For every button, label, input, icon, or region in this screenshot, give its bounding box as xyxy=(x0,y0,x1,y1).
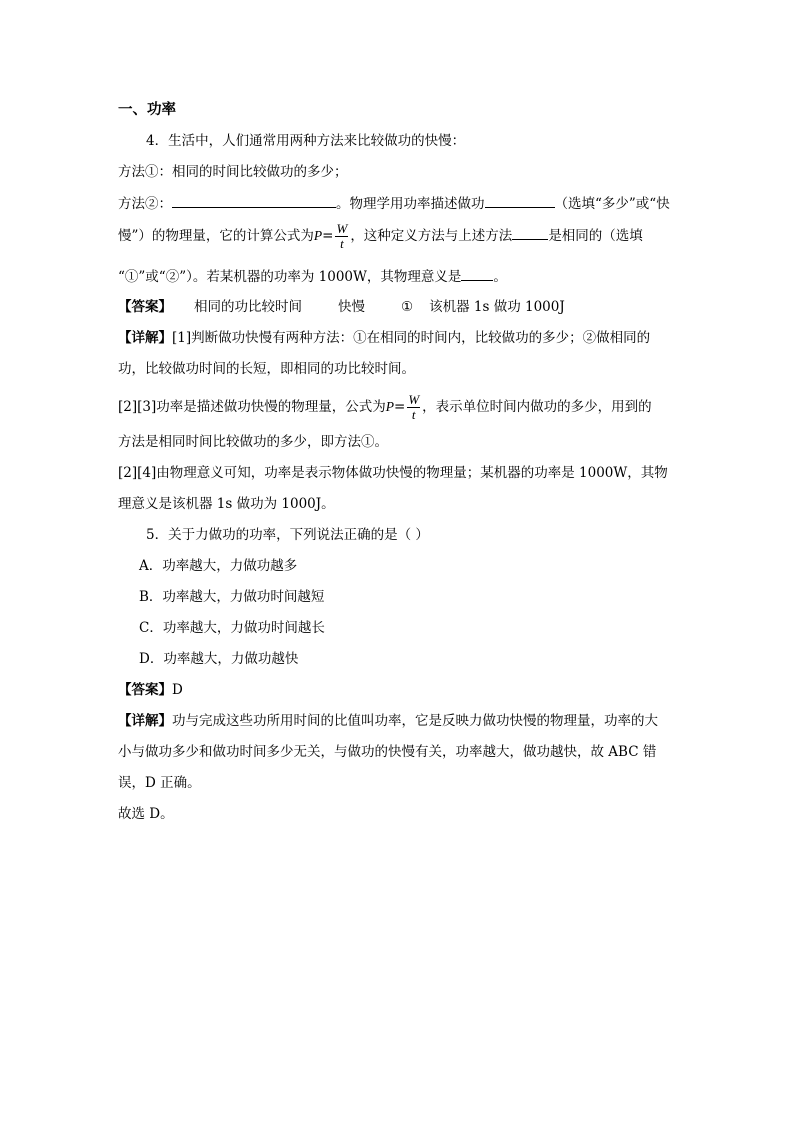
q5-detail-text: 功与完成这些功所用时间的比值叫功率，它是反映力做功快慢的物理量，功率的大 xyxy=(172,713,658,729)
formula-p-2: P xyxy=(385,399,394,414)
q4-detail-1a xyxy=(118,328,676,348)
blank-2 xyxy=(485,193,555,208)
section-title: 一、功率 xyxy=(118,101,176,118)
line4-post: 。 xyxy=(493,269,507,285)
q5-answer-label: 【答案】 xyxy=(118,682,172,698)
q5-conclusion: 故选 D。 xyxy=(118,806,174,822)
q4-line4 xyxy=(118,266,676,287)
answer-3: ① xyxy=(401,299,414,315)
q4-method2-line xyxy=(118,193,676,214)
q4-detail-2b: 方法是相同时间比较做功的多少，即方法①。 xyxy=(118,434,388,450)
formula-eq: = xyxy=(322,228,334,244)
line4-pre: “①”或“②”）。若某机器的功率为 1000W，其物理意义是 xyxy=(118,269,462,285)
method2-post: （选填“多少”或“快 xyxy=(554,196,670,212)
q5-detail-1 xyxy=(118,711,676,731)
method2-pre: 方法②： xyxy=(118,196,172,212)
q4-detail-3a: [2][4]由物理意义可知，功率是表示物体做功快慢的物理量；某机器的功率是 1000W，其物 xyxy=(118,465,668,481)
answer-label: 【答案】 xyxy=(118,299,172,315)
line3-post: 是相同的（选填 xyxy=(548,228,643,244)
q4-answer xyxy=(118,297,676,317)
formula-numerator: W xyxy=(336,221,348,236)
q4-detail-1b: 功，比较做功时间的长短，即相同的功比较时间。 xyxy=(118,361,415,377)
d2a-post: ，表示单位时间内做功的多少，用到的 xyxy=(422,399,652,415)
d2a-pre: [2][3]功率是描述做功快慢的物理量，公式为 xyxy=(118,399,386,415)
q5-stem: 5．关于力做功的功率，下列说法正确的是（ ） xyxy=(146,527,429,543)
blank-3 xyxy=(512,225,548,240)
answer-4: 该机器 1s 做功 1000J xyxy=(429,299,565,315)
blank-4 xyxy=(461,266,493,281)
q5-option-c: C．功率越大，力做功时间越长 xyxy=(139,620,325,636)
q5-answer-value: D xyxy=(172,682,183,698)
power-formula-2 xyxy=(407,393,420,422)
q4-formula-line xyxy=(118,221,676,251)
formula-eq-2: = xyxy=(394,399,406,415)
q5-detail-2: 小与做功多少和做功时间多少无关，与做功的快慢有关，功率越大，做功越快，故 ABC 错 xyxy=(118,744,657,760)
detail-text: [1]判断做功快慢有两种方法：①在相同的时间内，比较做功的多少；②做相同的 xyxy=(172,330,651,346)
formula-denominator-2: t xyxy=(411,407,416,422)
detail-label: 【详解】 xyxy=(118,330,172,346)
q4-detail-3b: 理意义是该机器 1s 做功为 1000J。 xyxy=(118,496,335,512)
power-formula xyxy=(335,222,348,251)
q5-detail-3: 误，D 正确。 xyxy=(118,775,201,791)
line3-mid: ，这种定义方法与上述方法 xyxy=(350,228,513,244)
formula-denominator: t xyxy=(340,236,344,251)
q5-detail-label: 【详解】 xyxy=(118,713,172,729)
q5-answer xyxy=(118,680,676,700)
formula-p: P xyxy=(313,228,323,243)
line3-pre: 慢”）的物理量，它的计算公式为 xyxy=(118,228,314,244)
q4-stem: 4．生活中，人们通常用两种方法来比较做功的快慢： xyxy=(146,133,466,149)
q4-method1: 方法①：相同的时间比较做功的多少； xyxy=(118,164,348,180)
answer-1: 相同的功比较时间 xyxy=(194,299,302,315)
formula-numerator-2: W xyxy=(408,392,420,407)
answer-2: 快慢 xyxy=(338,299,365,315)
blank-1 xyxy=(172,193,336,208)
method2-mid: 。物理学用功率描述做功 xyxy=(336,196,485,212)
q5-option-a: A．功率越大，力做功越多 xyxy=(139,558,298,574)
q5-option-d: D．功率越大，力做功越快 xyxy=(139,651,299,667)
q5-option-b: B．功率越大，力做功时间越短 xyxy=(139,589,325,605)
q4-detail-2a xyxy=(118,392,676,422)
